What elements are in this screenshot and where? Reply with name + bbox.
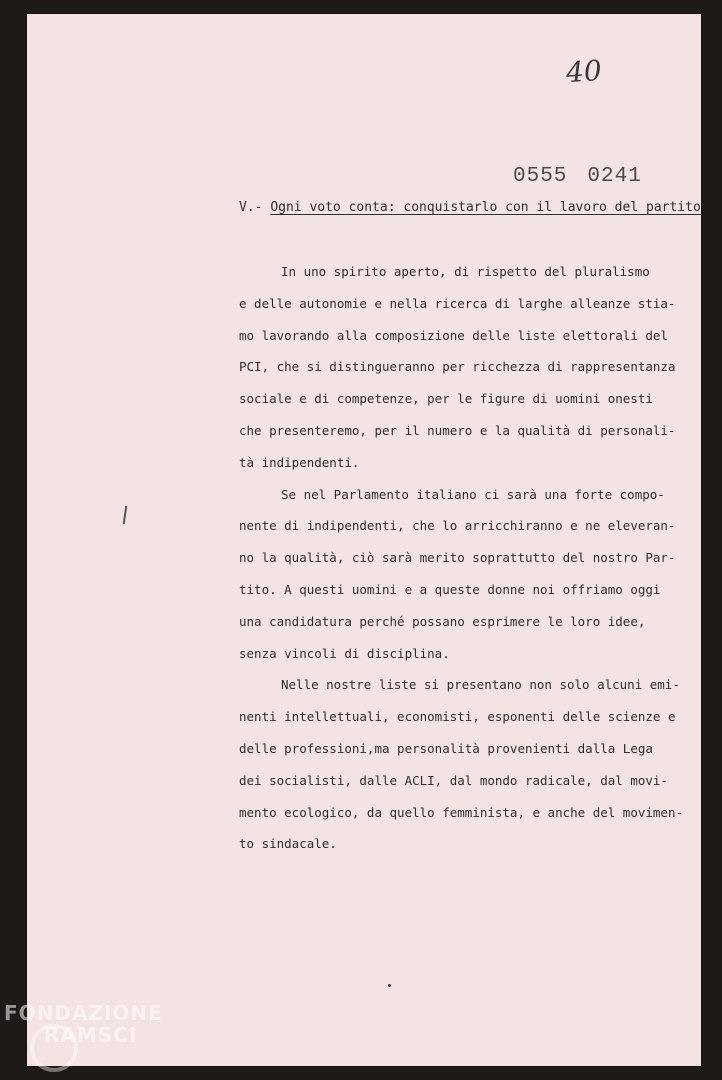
- section-title: Ogni voto conta: conquistarlo con il lavoro del partito: [270, 200, 701, 215]
- text-line: una candidatura perché possano esprimere le loro idee,: [239, 614, 646, 629]
- watermark-line-2: RAMSCI: [44, 1023, 138, 1047]
- section-heading: [239, 200, 701, 215]
- text-line: Nelle nostre liste si presentano non solo alcuni emi-: [281, 677, 680, 692]
- text-line: to sindacale.: [239, 836, 337, 851]
- page-dot-mark: [388, 984, 391, 987]
- text-line: nenti intellettuali, economisti, esponenti delle scienze e: [239, 709, 676, 724]
- watermark-line-1: FONDAZIONE: [4, 1001, 163, 1025]
- text-line: In uno spirito aperto, di rispetto del pluralismo: [281, 264, 650, 279]
- text-line: mo lavorando alla composizione delle liste elettorali del: [239, 328, 668, 343]
- text-line: PCI, che si distingueranno per ricchezza di rappresentanza: [239, 359, 676, 374]
- section-number: V.-: [239, 200, 263, 215]
- text-line: tà indipendenti.: [239, 455, 360, 470]
- archive-code-part-1: 0555: [513, 165, 568, 188]
- text-line: tito. A questi uomini e a queste donne noi offriamo oggi: [239, 582, 661, 597]
- text-line: Se nel Parlamento italiano ci sarà una forte compo-: [281, 487, 665, 502]
- text-line: mento ecologico, da quello femminista, e anche del movimen-: [239, 805, 684, 820]
- watermark: [4, 1003, 163, 1045]
- text-line: no la qualità, ciò sarà merito soprattutto del nostro Par-: [239, 550, 676, 565]
- text-line: senza vincoli di disciplina.: [239, 646, 450, 661]
- text-line: delle professioni,ma personalità provenienti dalla Lega: [239, 741, 653, 756]
- archive-code-part-2: 0241: [587, 165, 642, 188]
- text-line: nente di indipendenti, che lo arricchiranno e ne eleveran-: [239, 518, 676, 533]
- text-line: dei socialisti, dalle ACLI, dal mondo radicale, dal movi-: [239, 773, 668, 788]
- archive-code: [513, 165, 642, 188]
- text-line: sociale e di competenze, per le figure di uomini onesti: [239, 391, 653, 406]
- text-line: e delle autonomie e nella ricerca di larghe alleanze stia-: [239, 296, 676, 311]
- handwritten-page-number: 40: [564, 53, 603, 90]
- text-line: che presenteremo, per il numero e la qualità di personali-: [239, 423, 676, 438]
